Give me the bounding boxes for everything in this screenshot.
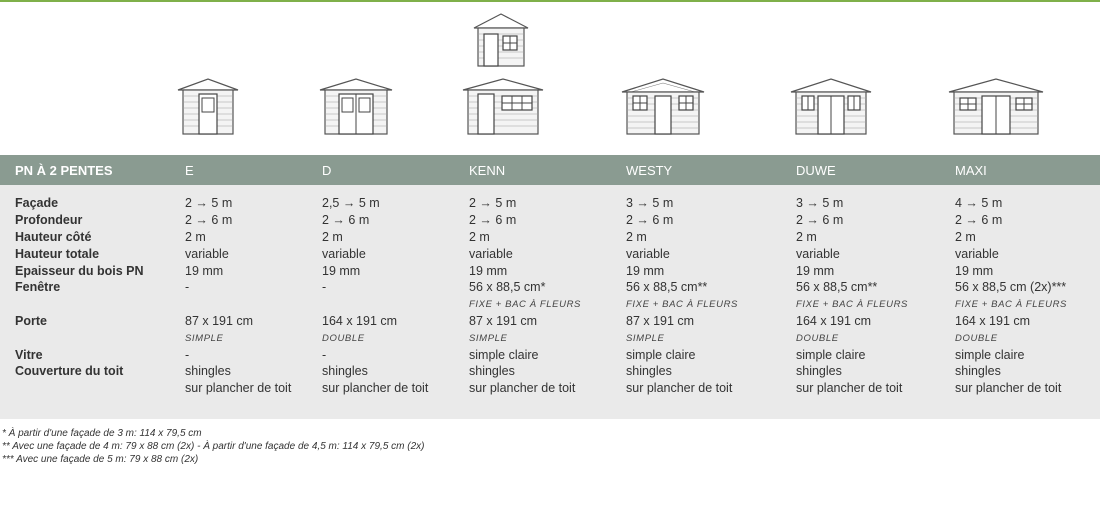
table-cell: variable [322, 247, 366, 261]
row-label: Profondeur [15, 213, 83, 227]
window-type-note: FIXE + BAC À FLEURS [626, 299, 738, 310]
table-cell: shingles [185, 364, 231, 378]
shed-maxi-icon [948, 78, 1044, 136]
table-cell: - [185, 348, 190, 362]
table-cell: 2 → 6 m [955, 213, 1003, 227]
table-cell: 2 → 5 m [469, 196, 517, 210]
table-cell: 164 x 191 cm [322, 314, 398, 328]
table-cell: 56 x 88,5 cm** [796, 280, 878, 294]
table-cell: variable [796, 247, 840, 261]
table-cell: shingles [322, 364, 368, 378]
row-label: Vitre [15, 348, 43, 362]
table-cell: 87 x 191 cm [469, 314, 538, 328]
table-cell: simple claire [955, 348, 1025, 362]
table-cell: sur plancher de toit [955, 381, 1062, 395]
table-cell: 3 → 5 m [796, 196, 844, 210]
table-cell: 2 → 6 m [322, 213, 370, 227]
table-cell: shingles [626, 364, 672, 378]
table-cell: 2 m [626, 230, 647, 244]
table-cell: simple claire [626, 348, 696, 362]
footnote: * À partir d'une façade de 3 m: 114 x 79,5 cm [2, 428, 202, 439]
table-cell: variable [955, 247, 999, 261]
footnote: *** Avec une façade de 5 m: 79 x 88 cm (2x) [2, 454, 199, 465]
table-cell: - [322, 280, 327, 294]
table-cell: simple claire [469, 348, 539, 362]
table-cell: 2 → 6 m [796, 213, 844, 227]
table-cell: 2 → 6 m [185, 213, 233, 227]
table-cell: 56 x 88,5 cm (2x)*** [955, 280, 1067, 294]
table-cell: 164 x 191 cm [955, 314, 1031, 328]
table-cell: 2,5 → 5 m [322, 196, 380, 210]
door-type-note: SIMPLE [185, 333, 224, 344]
table-cell: 164 x 191 cm [796, 314, 872, 328]
window-type-note: FIXE + BAC À FLEURS [955, 299, 1067, 310]
model-westy-header: WESTY [626, 163, 673, 178]
table-cell: 87 x 191 cm [626, 314, 695, 328]
table-cell: 19 mm [469, 264, 508, 278]
table-cell: shingles [955, 364, 1001, 378]
row-label: Fenêtre [15, 280, 61, 294]
row-label: Hauteur côté [15, 230, 92, 244]
table-cell: sur plancher de toit [185, 381, 292, 395]
table-cell: variable [626, 247, 670, 261]
shed-westy-icon [621, 78, 705, 136]
shed-d-icon [319, 78, 393, 136]
table-cell: 2 → 6 m [626, 213, 674, 227]
door-type-note: DOUBLE [796, 333, 839, 344]
table-cell: 4 → 5 m [955, 196, 1003, 210]
table-cell: 19 mm [796, 264, 835, 278]
table-cell: variable [469, 247, 513, 261]
row-label: Epaisseur du bois PN [15, 264, 144, 278]
top-accent-line [0, 0, 1100, 2]
row-label: Porte [15, 314, 47, 328]
model-maxi-header: MAXI [955, 163, 987, 178]
footnote: ** Avec une façade de 4 m: 79 x 88 cm (2x) - À partir d'une façade de 4,5 m: 114 x 79,5 cm (2x) [2, 441, 425, 452]
row-label: Couverture du toit [15, 364, 124, 378]
table-cell: variable [185, 247, 229, 261]
door-type-note: DOUBLE [322, 333, 365, 344]
door-type-note: SIMPLE [626, 333, 665, 344]
table-header [0, 155, 1100, 185]
table-cell: 2 → 6 m [469, 213, 517, 227]
spec-table-body [0, 185, 1100, 419]
model-e-header: E [185, 163, 194, 178]
table-cell: 3 → 5 m [626, 196, 674, 210]
table-cell: sur plancher de toit [469, 381, 576, 395]
table-cell: shingles [796, 364, 842, 378]
table-cell: - [185, 280, 190, 294]
shed-kenn-icon [462, 78, 544, 136]
shed-duwe-icon [790, 78, 872, 136]
table-cell: 19 mm [955, 264, 994, 278]
table-cell: sur plancher de toit [322, 381, 429, 395]
footnotes [2, 427, 425, 466]
table-cell: - [322, 348, 327, 362]
model-kenn-header: KENN [469, 163, 506, 178]
table-cell: 19 mm [322, 264, 361, 278]
table-cell: 19 mm [626, 264, 665, 278]
row-label: Façade [15, 196, 59, 210]
table-cell: 2 m [185, 230, 206, 244]
table-cell: 2 → 5 m [185, 196, 233, 210]
door-type-note: SIMPLE [469, 333, 508, 344]
table-cell: 2 m [322, 230, 343, 244]
model-duwe-header: DUWE [796, 163, 836, 178]
table-cell: simple claire [796, 348, 866, 362]
table-title: PN À 2 PENTES [15, 163, 113, 178]
table-cell: 2 m [955, 230, 976, 244]
table-cell: sur plancher de toit [796, 381, 903, 395]
model-d-header: D [322, 163, 332, 178]
table-cell: 87 x 191 cm [185, 314, 254, 328]
door-type-note: DOUBLE [955, 333, 998, 344]
table-cell: 2 m [469, 230, 490, 244]
table-cell: 2 m [796, 230, 817, 244]
table-cell: 56 x 88,5 cm** [626, 280, 708, 294]
shed-e-icon [177, 78, 239, 136]
shed-kenn-front-icon [472, 12, 530, 68]
table-cell: sur plancher de toit [626, 381, 733, 395]
table-cell: shingles [469, 364, 515, 378]
row-label: Hauteur totale [15, 247, 100, 261]
table-cell: 56 x 88,5 cm* [469, 280, 546, 294]
table-cell: 19 mm [185, 264, 224, 278]
window-type-note: FIXE + BAC À FLEURS [469, 299, 581, 310]
window-type-note: FIXE + BAC À FLEURS [796, 299, 908, 310]
